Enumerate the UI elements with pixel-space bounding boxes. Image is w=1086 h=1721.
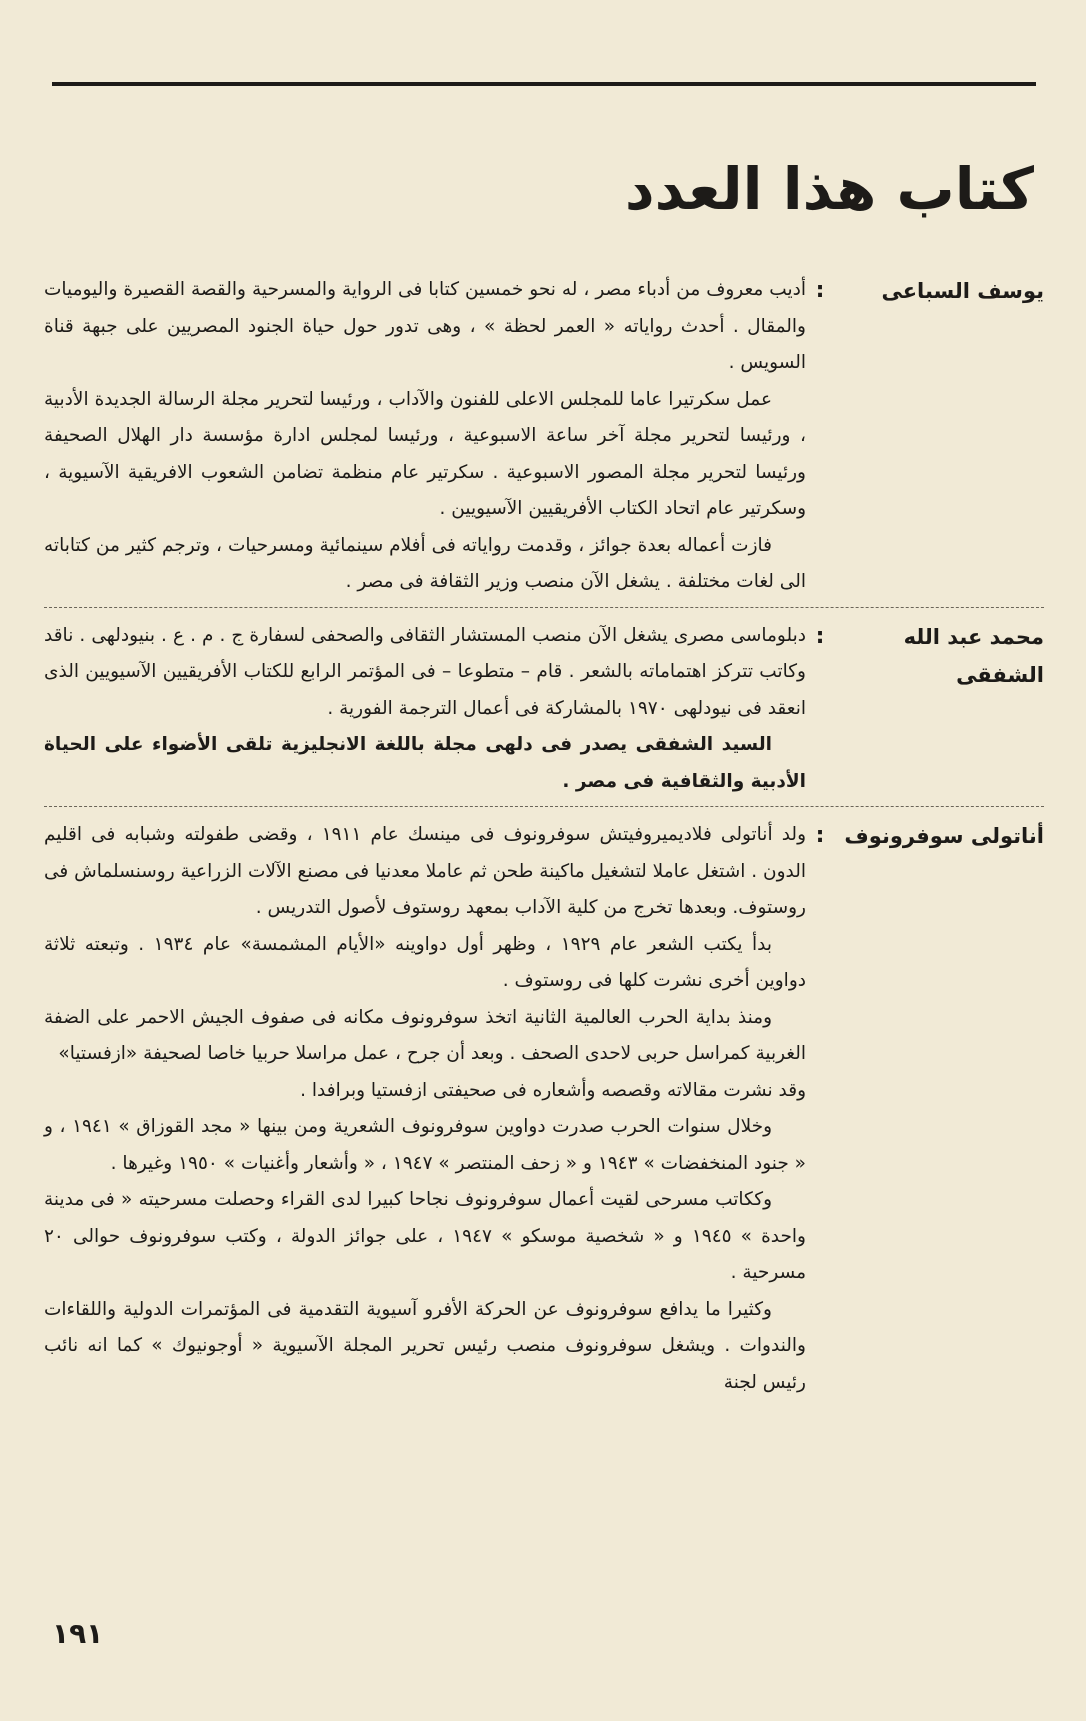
author-name: أناتولى سوفرونوف <box>844 824 1044 848</box>
top-rule <box>52 82 1036 86</box>
bio-paragraph: السيد الشفقى يصدر فى دلهى مجلة باللغة الانجليزية تلقى الأضواء على الحياة الأدبية والثقافية فى مصر . <box>44 734 806 792</box>
name-colon: : <box>815 278 825 303</box>
page-title: كتاب هذا العدد <box>624 155 1034 223</box>
author-bio <box>44 618 806 801</box>
bio-paragraph: دبلوماسى مصرى يشغل الآن منصب المستشار الثقافى والصحفى لسفارة ج . م . ع . بنيودلهى . ناقد وكاتب تتركز اهتماماته بالشعر . قام – متطوعا – فى المؤتمر الرابع للكتاب الأفريقيين الآسيويين الذى انعقد فى نيودلهى ١٩٧٠ بالمشاركة فى أعمال الترجمة الفورية . <box>44 624 806 719</box>
contributor-entry <box>44 817 1044 1407</box>
name-colon: : <box>815 623 825 649</box>
bio-paragraph: فازت أعماله بعدة جوائز ، وقدمت رواياته فى أفلام سينمائية ومسرحيات ، وترجم كثير من كتاباته الى لغات مختلفة . يشغل الآن منصب وزير الثقافة فى مصر . <box>44 534 806 592</box>
page-number: ١٩١ <box>52 1617 104 1650</box>
author-name: يوسف السباعى <box>881 279 1044 303</box>
contributor-entry <box>44 618 1044 808</box>
bio-paragraph: ومنذ بداية الحرب العالمية الثانية اتخذ سوفرونوف مكانه فى صفوف الجيش الاحمر على الضفة الغربية كمراسل حربى لاحدى الصحف . وبعد أن جرح ، عمل مراسلا حربيا خاصا لصحيفة «ازفستيا» <box>44 1006 806 1064</box>
bio-paragraph: بدأ يكتب الشعر عام ١٩٢٩ ، وظهر أول دواوينه «الأيام المشمسة» عام ١٩٣٤ . وتبعته ثلاثة دواوين أخرى نشرت كلها فى روستوف . <box>44 933 806 991</box>
bio-paragraph: أديب معروف من أدباء مصر ، له نحو خمسين كتابا فى الرواية والمسرحية والقصة القصيرة واليوميات والمقال . أحدث رواياته « العمر لحظة » ، وهى تدور حول حياة الجنود المصريين على جبهة قناة السويس . <box>44 279 806 373</box>
bio-paragraph: وككاتب مسرحى لقيت أعمال سوفرونوف نجاحا كبيرا لدى القراء وحصلت مسرحيته « فى مدينة واحدة » ١٩٤٥ و « شخصية موسكو » ١٩٤٧ ، على جوائز الدولة ، وكتب سوفرونوف حوالى ٢٠ مسرحية . <box>44 1189 806 1283</box>
author-name: محمد عبد الله الشفقى <box>903 624 1044 687</box>
bio-paragraph: عمل سكرتيرا عاما للمجلس الاعلى للفنون والآداب ، ورئيسا لتحرير مجلة الرسالة الجديدة الأدبية ، ورئيسا لتحرير مجلة آخر ساعة الاسبوعية ، ورئيسا لمجلس ادارة مؤسسة دار الهلال الصحيفة ورئيسا لتحرير مجلة المصور الاسبوعية . سكرتير عام منظمة تضامن الشعوب الافريقية الآسيوية ، وسكرتير عام اتحاد الكتاب الأفريقيين الآسيويين . <box>44 388 806 519</box>
bio-paragraph: وخلال سنوات الحرب صدرت دواوين سوفرونوف الشعرية ومن بينها « مجد القوزاق » ١٩٤١ ، و « جنود المنخفضات » ١٩٤٣ و « زحف المنتصر » ١٩٤٧ ، « وأشعار وأغنيات » ١٩٥٠ وغيرها . <box>44 1116 806 1174</box>
author-bio <box>44 272 806 601</box>
bio-paragraph: ولد أناتولى فلاديميروفيتش سوفرونوف فى مينسك عام ١٩١١ ، وقضى طفولته وشبابه فى اقليم الدون . اشتغل عاملا لتشغيل ماكينة طحن ثم عاملا معدنيا فى مصنع الآلات الزراعية روسنسلماش فى روستوف. وبعدها تخرج من كلية الآداب بمعهد روستوف لأصول التدريس . <box>44 824 806 918</box>
bio-paragraph: وقد نشرت مقالاته وقصصه وأشعاره فى صحيفتى ازفستيا وبرافدا . <box>300 1079 806 1101</box>
contributors-list <box>44 272 1044 1417</box>
author-bio <box>44 817 806 1401</box>
contributor-entry <box>44 272 1044 608</box>
bio-paragraph: وكثيرا ما يدافع سوفرونوف عن الحركة الأفرو آسيوية التقدمية فى المؤتمرات الدولية واللقاءات والندوات . ويشغل سوفرونوف منصب رئيس تحرير المجلة الآسيوية « أوجونيوك » كما انه نائب رئيس لجنة <box>44 1298 806 1393</box>
name-colon: : <box>815 823 825 848</box>
